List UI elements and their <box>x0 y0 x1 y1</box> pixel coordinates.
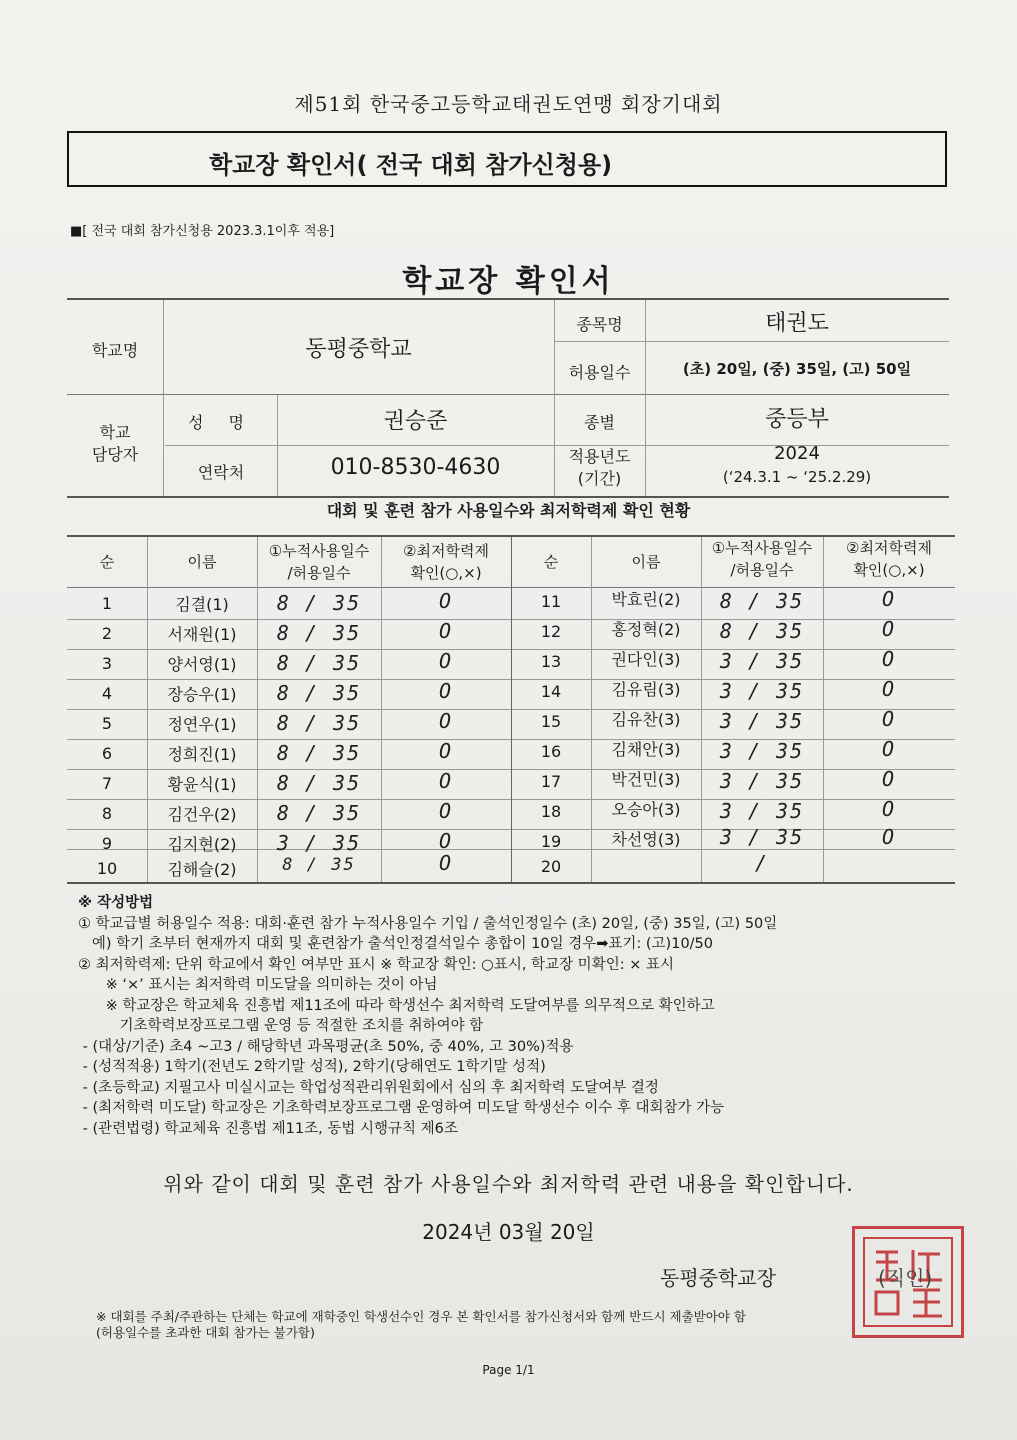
row-no: 2 <box>101 624 113 643</box>
row-no: 14 <box>540 682 562 701</box>
row-check: O <box>438 619 454 643</box>
row-name: 박효린(2) <box>611 590 681 609</box>
header-check-2: ②최저학력제 확인(○,×) <box>846 539 932 579</box>
row-days: 3 / 35 <box>719 709 805 733</box>
row-days: 3 / 35 <box>719 769 805 793</box>
row-name: 장승우(1) <box>167 685 237 704</box>
header-no-2: 순 <box>543 553 559 571</box>
year-label: 적용년도 (기간) <box>568 447 631 488</box>
year-value: 2024 <box>774 443 820 464</box>
row-check: O <box>881 767 897 791</box>
contact-value: 010-8530-4630 <box>330 455 501 480</box>
row-check: O <box>438 649 454 673</box>
note-line: ※ 학교장은 학교체육 진흥법 제11조에 따라 학생선수 최저학력 도달여부를 의무적으로 확인하고 <box>78 997 715 1014</box>
allowed-label: 허용일수 <box>568 363 631 382</box>
row-days: 8 / 35 <box>276 771 362 795</box>
row-no: 13 <box>540 652 562 671</box>
row-no: 18 <box>540 802 562 821</box>
row-name: 오승아(3) <box>611 800 681 819</box>
row-check: O <box>881 797 897 821</box>
row-name: 서재원(1) <box>167 625 237 644</box>
note-line: - (대상/기준) 초4 ~고3 / 해당학년 과목평균(초 50%, 중 40%, 고 30%)적용 <box>78 1038 574 1055</box>
note-line: ※ 작성방법 <box>78 895 154 911</box>
row-name: 정희진(1) <box>167 745 237 764</box>
row-days: 8 / 35 <box>276 801 362 825</box>
name-label: 성 명 <box>188 413 254 432</box>
row-days: 8 / 35 <box>719 589 805 613</box>
footnote-line: (허용일수를 초과한 대회 참가는 불가함) <box>96 1325 315 1340</box>
row-check: O <box>438 829 454 853</box>
row-check: O <box>881 707 897 731</box>
header-no: 순 <box>99 553 115 571</box>
sport-label: 종목명 <box>576 315 623 334</box>
name-value: 권승준 <box>383 409 448 434</box>
note-line: ② 최저학력제: 단위 학교에서 확인 여부만 표시 ※ 학교장 확인: ○표시, 학교장 미확인: × 표시 <box>78 956 674 973</box>
note-line: ① 학교급별 허용일수 적용: 대회·훈련 참가 누적사용일수 기입 / 출석인정일수 (초) 20일, (중) 35일, (고) 50일 <box>78 915 778 932</box>
row-check: O <box>881 677 897 701</box>
row-name: 김해슬(2) <box>167 860 237 879</box>
row-name: 김건우(2) <box>167 805 237 824</box>
row-name: 김채안(3) <box>611 740 681 759</box>
row-check: O <box>438 589 454 613</box>
main-title: 학교장 확인서 <box>402 264 615 299</box>
row-no: 4 <box>101 684 113 703</box>
note-line: 기초학력보장프로그램 운영 등 적절한 조치를 취하여야 함 <box>78 1018 484 1034</box>
header-name: 이름 <box>187 553 217 571</box>
footnote <box>96 1309 746 1341</box>
row-days: 8 / 35 <box>282 855 356 875</box>
row-check: O <box>438 709 454 733</box>
row-no: 20 <box>540 857 562 876</box>
row-days: 3 / 35 <box>719 825 805 849</box>
row-check: O <box>438 739 454 763</box>
principal-signature: 동평중학교장 <box>660 1266 776 1290</box>
event-title: 제51회 한국중고등학교태권도연맹 회장기대회 <box>294 92 723 116</box>
category-label: 종별 <box>584 413 615 432</box>
row-days: 8 / 35 <box>276 651 362 675</box>
row-check: O <box>881 587 897 611</box>
row-days: 3 / 35 <box>719 679 805 703</box>
note-line: - (최저학력 미도달) 학교장은 기초학력보장프로그램 운영하여 미도달 학생선수 이수 후 대회참가 가능 <box>78 1100 725 1116</box>
row-name: 김결(1) <box>175 595 229 614</box>
row-check: O <box>438 769 454 793</box>
row-check: O <box>881 617 897 641</box>
row-days: 8 / 35 <box>719 619 805 643</box>
row-days: / <box>754 851 770 875</box>
row-check: O <box>881 647 897 671</box>
row-days: 3 / 35 <box>276 831 362 855</box>
row-no: 8 <box>101 804 113 823</box>
header-days-2: ①누적사용일수 /허용일수 <box>711 539 813 579</box>
header-check: ②최저학력제 확인(○,×) <box>403 542 489 582</box>
row-no: 9 <box>101 834 113 853</box>
header-days: ①누적사용일수 /허용일수 <box>268 542 370 582</box>
row-days: 8 / 35 <box>276 741 362 765</box>
row-name: 권다인(3) <box>611 650 681 669</box>
row-no: 3 <box>101 654 113 673</box>
info-table <box>67 298 949 498</box>
row-name: 박건민(3) <box>611 770 681 789</box>
row-days: 8 / 35 <box>276 711 362 735</box>
note-line: 예) 학기 초부터 현재까지 대회 및 훈련참가 출석인정결석일수 총합이 10일 경우➡표기: (고)10/50 <box>78 936 714 952</box>
seal-label: (직인) <box>878 1266 933 1290</box>
row-name: 황윤식(1) <box>167 775 237 794</box>
row-days: 8 / 35 <box>276 591 362 615</box>
apply-note: ■[ 전국 대회 참가신청용 2023.3.1이후 적용] <box>70 224 335 239</box>
school-label: 학교명 <box>91 341 139 360</box>
row-no: 6 <box>101 744 113 763</box>
row-check: O <box>881 737 897 761</box>
row-days: 3 / 35 <box>719 649 805 673</box>
row-check: O <box>438 851 454 875</box>
row-days: 3 / 35 <box>719 799 805 823</box>
row-name: 김지현(2) <box>167 835 237 854</box>
page-number: Page 1/1 <box>482 1363 535 1377</box>
row-check: O <box>881 825 897 849</box>
row-name: 차선영(3) <box>611 830 681 849</box>
row-no: 7 <box>101 774 113 793</box>
row-no: 5 <box>101 714 113 733</box>
boxed-title <box>67 131 947 187</box>
sport-value: 태권도 <box>765 311 829 336</box>
row-days: 8 / 35 <box>276 681 362 705</box>
row-name: 김유림(3) <box>611 680 681 699</box>
confirm-statement: 위와 같이 대회 및 훈련 참가 사용일수와 최저학력 관련 내용을 확인합니다. <box>163 1172 854 1196</box>
row-no: 1 <box>101 594 113 613</box>
row-no: 17 <box>540 772 562 791</box>
row-no: 12 <box>540 622 562 641</box>
writing-instructions <box>78 893 958 1139</box>
category-value: 중등부 <box>765 407 829 432</box>
header-name-2: 이름 <box>631 553 661 571</box>
year-period: (‘24.3.1 ~ ‘25.2.29) <box>722 468 872 486</box>
note-line: - (관련법령) 학교체육 진흥법 제11조, 동법 시행규칙 제6조 <box>78 1120 458 1137</box>
manager-label: 학교 담당자 <box>91 423 139 464</box>
row-no: 16 <box>540 742 562 761</box>
row-days: 8 / 35 <box>276 621 362 645</box>
row-no: 10 <box>96 859 118 878</box>
school-value: 동평중학교 <box>305 337 412 362</box>
row-name: 양서영(1) <box>167 655 237 674</box>
note-line: ※ ‘×’ 표시는 최저학력 미도달을 의미하는 것이 아님 <box>78 977 438 993</box>
roster-table <box>67 535 955 884</box>
row-name: 김유찬(3) <box>611 710 681 729</box>
boxed-title-text: 학교장 확인서( 전국 대회 참가신청용) <box>209 151 613 179</box>
note-line: - (성적적용) 1학기(전년도 2학기말 성적), 2학기(당해연도 1학기말 성적) <box>78 1059 546 1075</box>
row-name: 홍정혁(2) <box>611 620 681 639</box>
footnote-line: ※ 대회를 주최/주관하는 단체는 학교에 재학중인 학생선수인 경우 본 확인서를 참가신청서와 함께 반드시 제출받아야 함 <box>96 1309 746 1324</box>
row-no: 11 <box>540 592 562 611</box>
section-title: 대회 및 훈련 참가 사용일수와 최저학력제 확인 현황 <box>326 501 691 520</box>
note-line: - (초등학교) 지필고사 미실시교는 학업성적관리위원회에서 심의 후 최저학력 도달여부 결정 <box>78 1079 659 1096</box>
allowed-value: (초) 20일, (중) 35일, (고) 50일 <box>682 360 912 378</box>
row-days: 3 / 35 <box>719 739 805 763</box>
row-check: O <box>438 799 454 823</box>
row-no: 15 <box>540 712 562 731</box>
row-name: 정연우(1) <box>167 715 237 734</box>
contact-label: 연락처 <box>197 463 245 482</box>
issue-date: 2024년 03월 20일 <box>422 1220 595 1244</box>
row-no: 19 <box>540 832 562 851</box>
row-check: O <box>438 679 454 703</box>
